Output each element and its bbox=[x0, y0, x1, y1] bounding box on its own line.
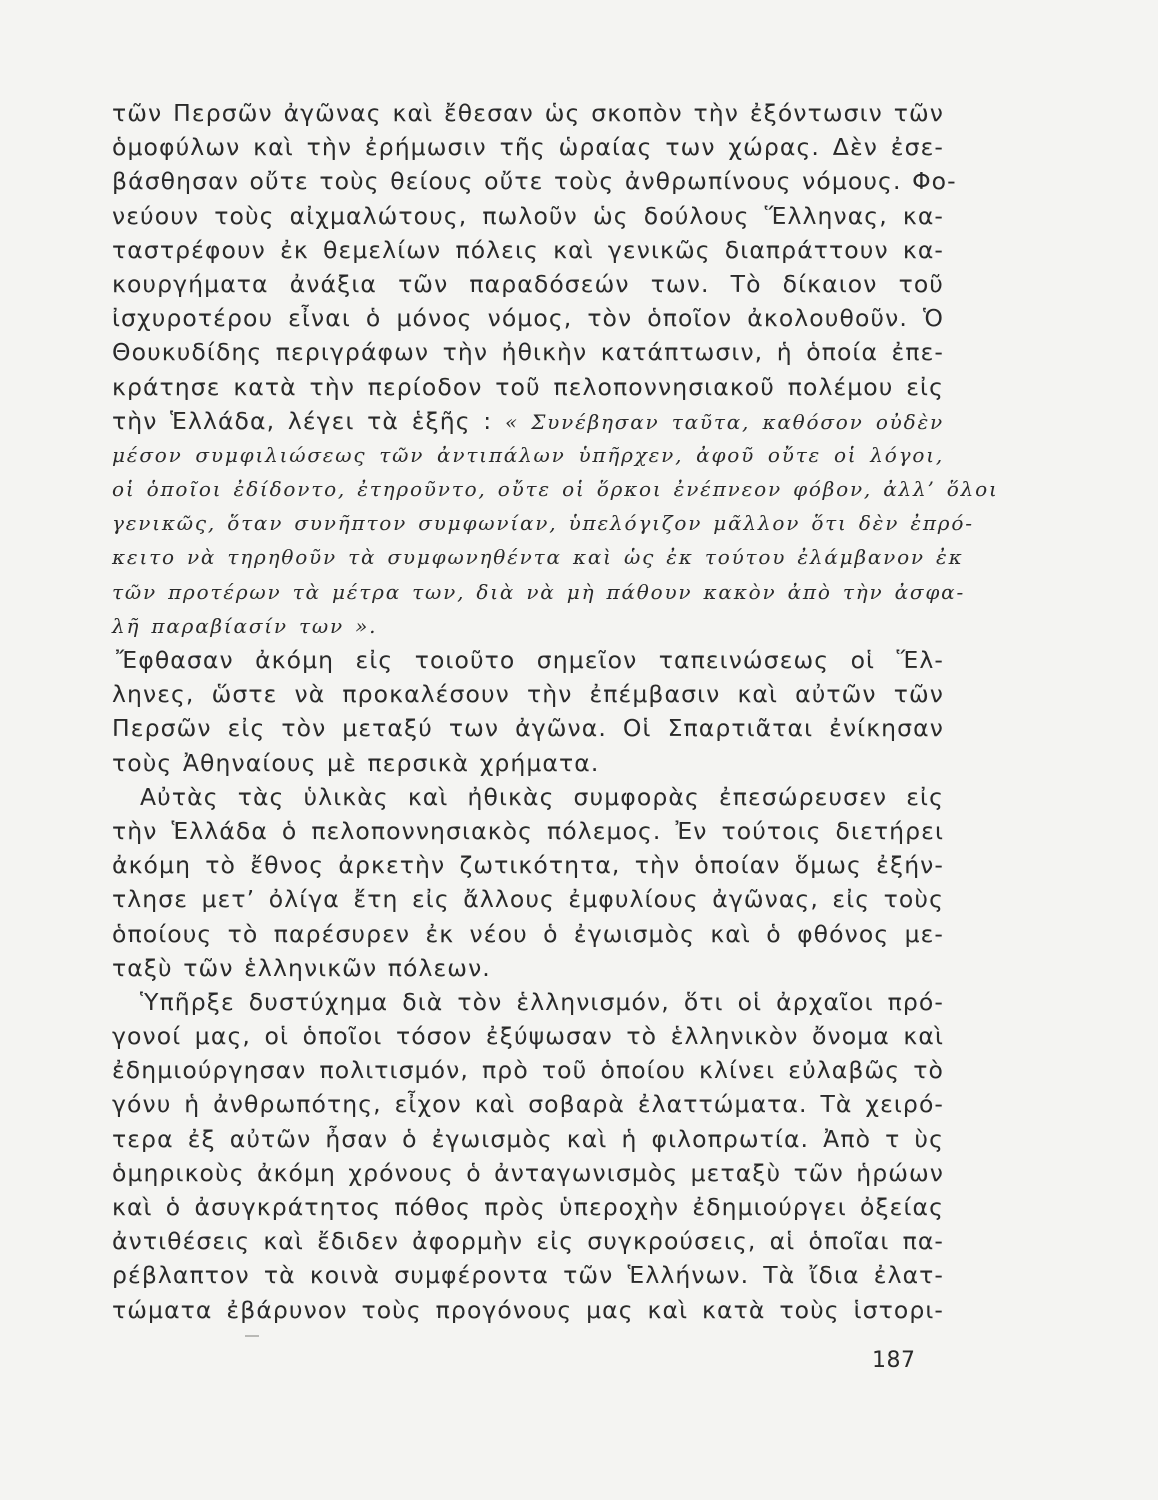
quote-line: λῆ παραβίασίν των ». bbox=[112, 613, 378, 638]
text-line: κράτησε κατὰ τὴν περίοδον τοῦ πελοποννησιακοῦ πολέμου εἰς bbox=[112, 372, 944, 401]
paragraph-line: Περσῶν εἰς τὸν μεταξύ των ἀγῶνα. Οἱ Σπαρτιᾶται ἐνίκησαν bbox=[112, 714, 944, 743]
quote-line: τῶν προτέρων τὰ μέτρα των, διὰ νὰ μὴ πάθουν κακὸν ἀπὸ τὴν ἀσφα- bbox=[112, 579, 966, 604]
scan-artifact bbox=[245, 1335, 259, 1337]
paragraph-line: τοὺς Ἀθηναίους μὲ περσικὰ χρήματα. bbox=[112, 748, 600, 777]
quote-intro-text: τὴν Ἑλλάδα, λέγει τὰ ἑξῆς : bbox=[112, 406, 505, 435]
page-number: 187 bbox=[872, 1348, 916, 1373]
paragraph-line: Ὑπῆρξε δυστύχημα διὰ τὸν ἑλληνισμόν, ὅτι οἱ ἀρχαῖοι πρό- bbox=[140, 987, 944, 1016]
paragraph-line: γόνυ ἡ ἀνθρωπότης, εἶχον καὶ σοβαρὰ ἐλαττώματα. Τὰ χειρό- bbox=[112, 1090, 944, 1119]
quote-intro-line bbox=[112, 404, 944, 438]
paragraph-line: ταξὺ τῶν ἑλληνικῶν πόλεων. bbox=[112, 953, 491, 982]
quote-start-text: « Συνέβησαν ταῦτα, καθόσον οὐδὲν bbox=[504, 409, 944, 434]
text-line: ἰσχυροτέρου εἶναι ὁ μόνος νόμος, τὸν ὁποῖον ἀκολουθοῦν. Ὁ bbox=[112, 304, 944, 333]
quote-line: μέσον συμφιλιώσεως τῶν ἀντιπάλων ὑπῆρχεν, ἀφοῦ οὔτε οἱ λόγοι, bbox=[112, 442, 944, 467]
paragraph-line: τώματα ἐβάρυνον τοὺς προγόνους μας καὶ κατὰ τοὺς ἱστορι- bbox=[112, 1295, 944, 1324]
paragraph-line: ὁμηρικοὺς ἀκόμη χρόνους ὁ ἀνταγωνισμὸς μεταξὺ τῶν ἡρώων bbox=[112, 1158, 944, 1187]
paragraph-line: τερα ἐξ αὐτῶν ἦσαν ὁ ἐγωισμὸς καὶ ἡ φιλοπρωτία. Ἀπὸ τ ὺς bbox=[112, 1124, 944, 1153]
paragraph-line: τὴν Ἑλλάδα ὁ πελοποννησιακὸς πόλεμος. Ἐν τούτοις διετήρει bbox=[112, 816, 944, 845]
text-line: Θουκυδίδης περιγράφων τὴν ἠθικὴν κατάπτωσιν, ἡ ὁποία ἐπε- bbox=[112, 338, 944, 367]
paragraph-line: γονοί μας, οἱ ὁποῖοι τόσον ἐξύψωσαν τὸ ἑλληνικὸν ὄνομα καὶ bbox=[112, 1022, 944, 1051]
paragraph-line: ἀκόμη τὸ ἔθνος ἀρκετὴν ζωτικότητα, τὴν ὁποίαν ὅμως ἐξήν- bbox=[112, 851, 944, 880]
paragraph-line: ἀντιθέσεις καὶ ἔδιδεν ἀφορμὴν εἰς συγκρούσεις, αἱ ὁποῖαι πα- bbox=[112, 1227, 944, 1256]
page-text bbox=[112, 96, 999, 1327]
text-line: κουργήματα ἀνάξια τῶν παραδόσεών των. Τὸ δίκαιον τοῦ bbox=[112, 269, 944, 298]
text-line: τῶν Περσῶν ἀγῶνας καὶ ἔθεσαν ὡς σκοπὸν τὴν ἐξόντωσιν τῶν bbox=[112, 99, 944, 127]
quote-line: γενικῶς, ὅταν συνῆπτον συμφωνίαν, ὑπελόγιζον μᾶλλον ὅτι δὲν ἐπρό- bbox=[112, 511, 974, 536]
quote-line: οἱ ὁποῖοι ἐδίδοντο, ἐτηροῦντο, οὔτε οἱ ὅρκοι ἐνέπνεον φόβον, ἀλλ’ ὅλοι bbox=[112, 477, 999, 502]
paragraph-line: ὁποίους τὸ παρέσυρεν ἐκ νέου ὁ ἐγωισμὸς καὶ ὁ φθόνος με- bbox=[112, 919, 944, 948]
paragraph-line: ρέβλαπτον τὰ κοινὰ συμφέροντα τῶν Ἑλλήνων. Τὰ ἴδια ἐλατ- bbox=[112, 1261, 944, 1290]
text-line: ταστρέφουν ἐκ θεμελίων πόλεις καὶ γενικῶς διαπράττουν κα- bbox=[112, 235, 944, 264]
text-line: ὁμοφύλων καὶ τὴν ἐρήμωσιν τῆς ὡραίας των χώρας. Δὲν ἐσε- bbox=[112, 133, 944, 162]
quote-line: κειτο νὰ τηρηθοῦν τὰ συμφωνηθέντα καὶ ὡς ἐκ τούτου ἐλάμβανον ἐκ bbox=[112, 545, 964, 570]
paragraph-line: καὶ ὁ ἀσυγκράτητος πόθος πρὸς ὑπεροχὴν ἐδημιούργει ὀξείας bbox=[112, 1193, 944, 1221]
paragraph-line: τλησε μετ’ ὀλίγα ἔτη εἰς ἄλλους ἐμφυλίους ἀγῶνας, εἰς τοὺς bbox=[112, 885, 944, 914]
paragraph-line: ληνες, ὥστε νὰ προκαλέσουν τὴν ἐπέμβασιν καὶ αὐτῶν τῶν bbox=[112, 680, 944, 709]
text-line: νεύουν τοὺς αἰχμαλώτους, πωλοῦν ὡς δούλους Ἕλληνας, κα- bbox=[112, 201, 944, 230]
paragraph-line: Ἔφθασαν ἀκόμη εἰς τοιοῦτο σημεῖον ταπεινώσεως οἱ Ἕλ- bbox=[116, 646, 944, 674]
paragraph-line: ἐδημιούργησαν πολιτισμόν, πρὸ τοῦ ὁποίου κλίνει εὐλαβῶς τὸ bbox=[112, 1056, 944, 1085]
text-line: βάσθησαν οὔτε τοὺς θείους οὔτε τοὺς ἀνθρωπίνους νόμους. Φο- bbox=[112, 167, 957, 196]
paragraph-line: Αὐτὰς τὰς ὑλικὰς καὶ ἠθικὰς συμφορὰς ἐπεσώρευσεν εἰς bbox=[140, 782, 944, 811]
